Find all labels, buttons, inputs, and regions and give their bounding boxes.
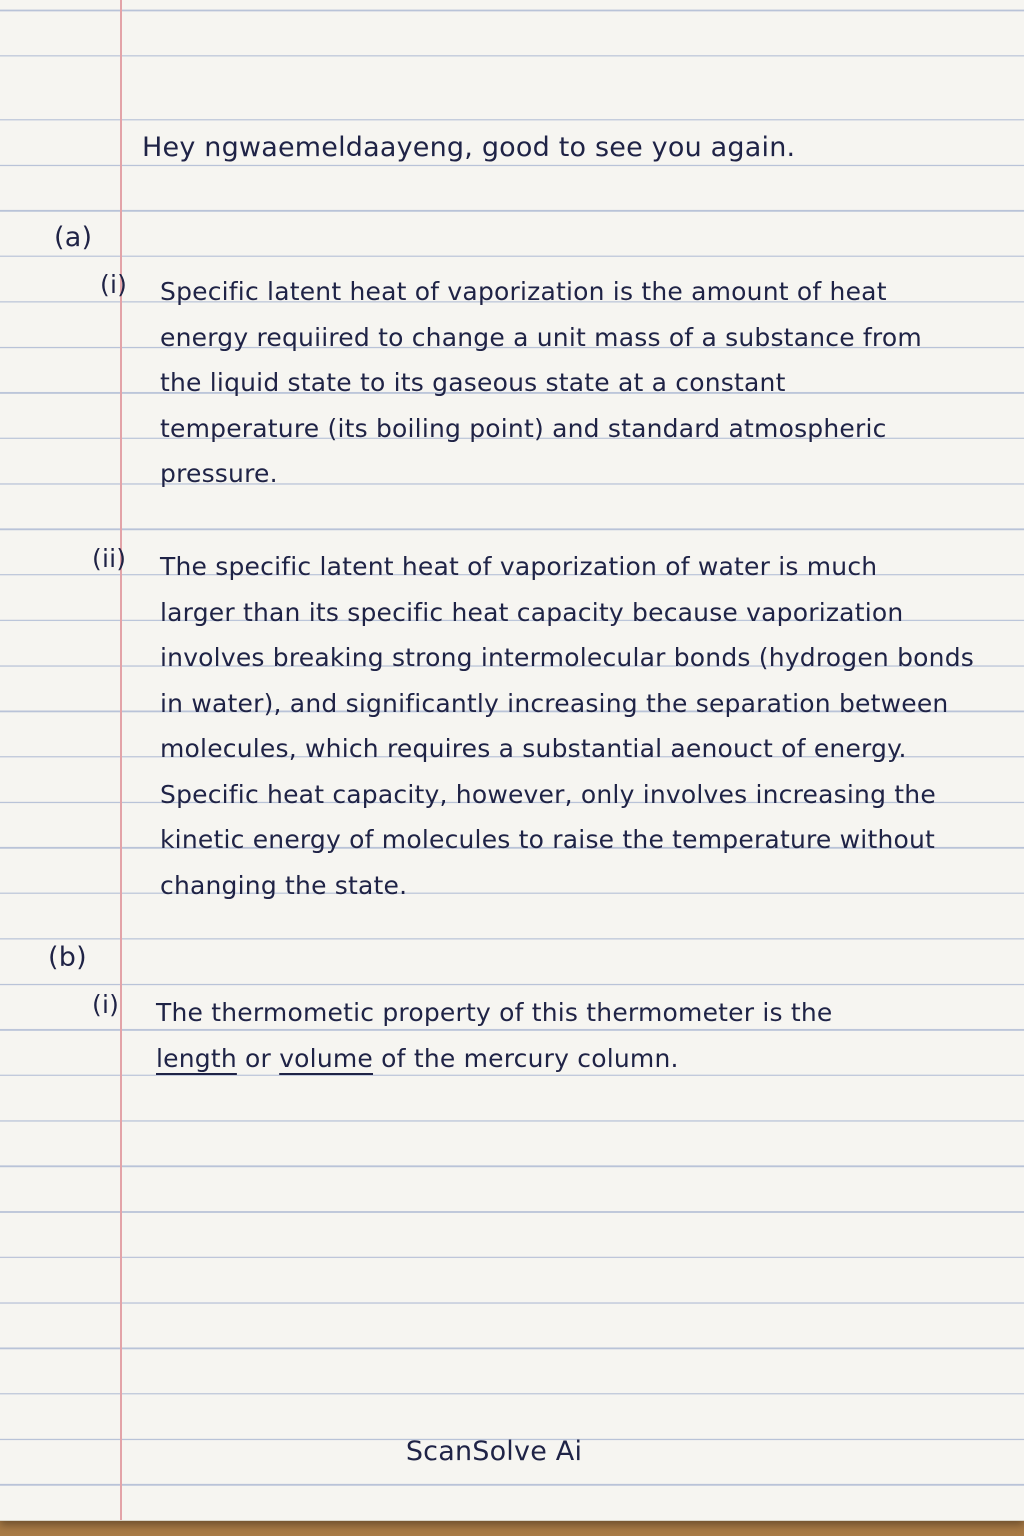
- section-a-part-i-label: (i): [100, 270, 128, 299]
- section-a-part-ii-label: (ii): [92, 544, 127, 573]
- section-b-label: (b): [48, 942, 87, 973]
- greeting-text: Hey ngwaemeldaayeng, good to see you again.: [142, 132, 796, 163]
- answer-line: Specific latent heat of vaporization is the amount of heat: [160, 277, 887, 306]
- section-a-label: (a): [54, 222, 93, 253]
- answer-line: changing the state.: [160, 870, 408, 900]
- answer-line: energy requiired to change a unit mass of a substance from: [160, 322, 922, 352]
- answer-line: Specific heat capacity, however, only involves increasing the: [160, 779, 936, 809]
- answer-line: the liquid state to its gaseous state at a constant: [160, 368, 786, 397]
- underlined-word-volume: volume: [279, 1043, 374, 1073]
- section-a-part-i-answer: [160, 269, 922, 497]
- answer-line: involves breaking strong intermolecular bonds (hydrogen bonds: [160, 643, 975, 672]
- section-b-part-i-label: (i): [92, 990, 120, 1019]
- connector-word: or: [245, 1043, 272, 1073]
- underlined-word-length: length: [156, 1043, 237, 1073]
- line-remainder: of the mercury column.: [381, 1043, 679, 1073]
- answer-line: in water), and significantly increasing the separation between: [160, 688, 949, 718]
- answer-line: larger than its specific heat capacity because vaporization: [160, 597, 904, 627]
- answer-line: kinetic energy of molecules to raise the temperature without: [160, 825, 936, 854]
- answer-line: The specific latent heat of vaporization of water is much: [160, 552, 878, 581]
- watermark-footer: ScanSolve Ai: [405, 1436, 583, 1467]
- margin-line: [120, 0, 122, 1520]
- answer-line: The thermometic property of this thermometer is the: [156, 998, 833, 1027]
- answer-line: temperature (its boiling point) and standard atmospheric: [160, 413, 887, 443]
- section-b-part-i-answer: [156, 990, 833, 1081]
- answer-line: molecules, which requires a substantial aenouct of energy.: [160, 734, 907, 763]
- section-a-part-ii-answer: [160, 544, 974, 908]
- answer-line: pressure.: [160, 459, 278, 488]
- answer-line: [156, 1036, 833, 1082]
